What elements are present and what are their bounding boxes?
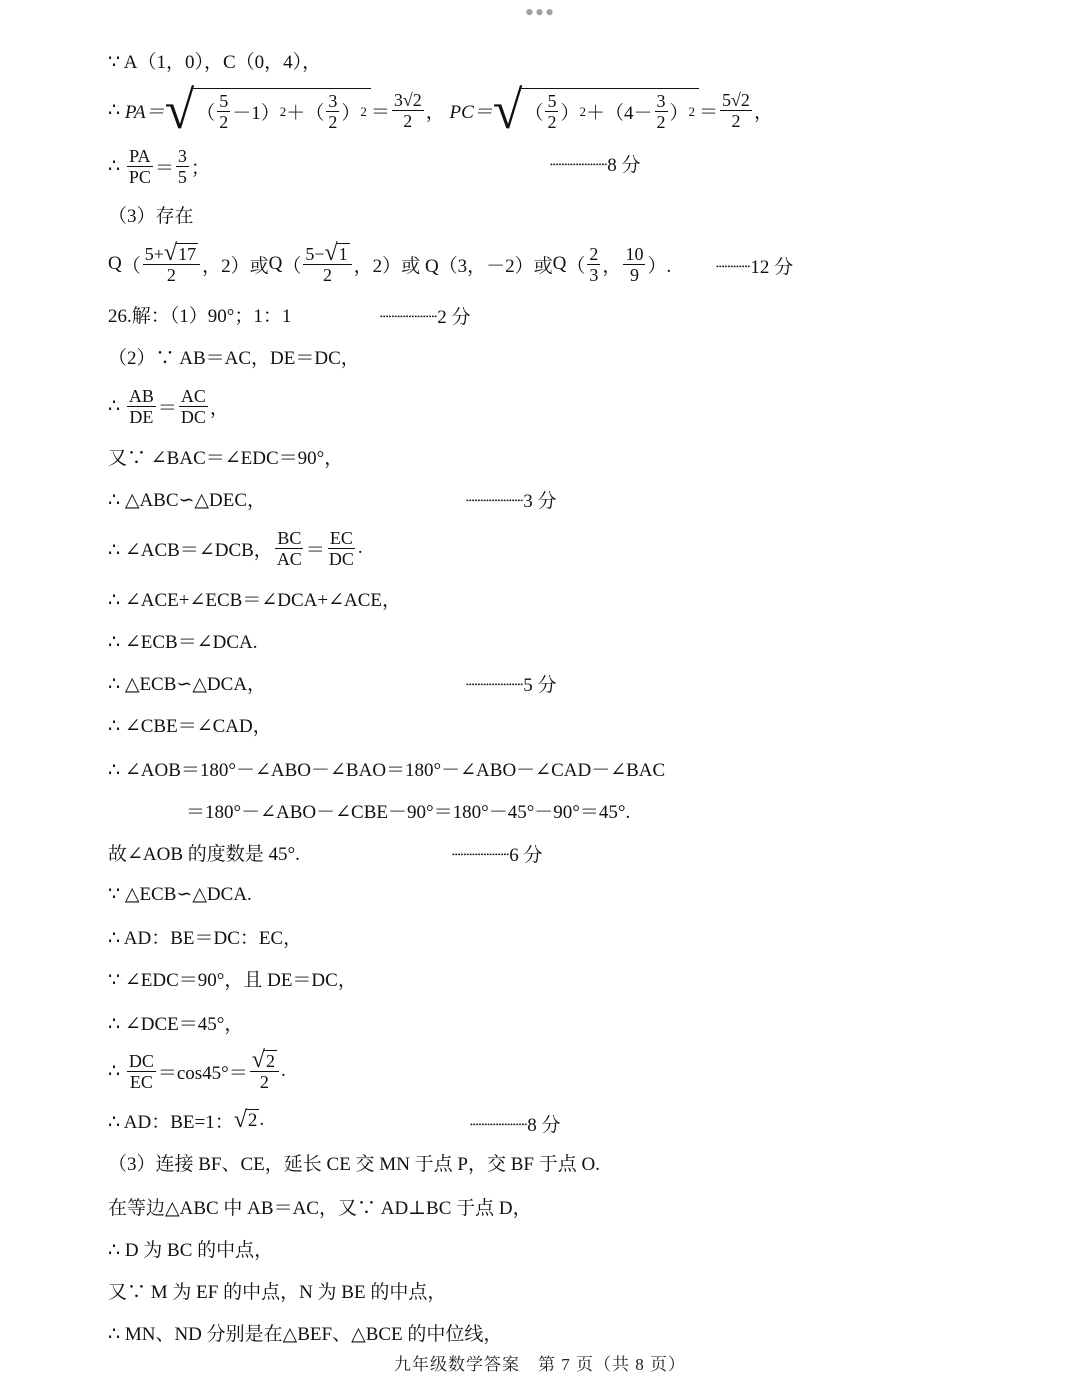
line-given-points: ∵ A（1，0），C（0，4）， bbox=[108, 51, 322, 73]
score-marker: ┈┈┈┈┈3 分 bbox=[466, 491, 557, 512]
line-aob-calc: ∴ ∠AOB＝180°－∠ABO－∠BAO＝180°－∠ABO－∠CAD－∠BAC bbox=[108, 759, 666, 781]
pa-result: $\frac{3√2}{2}$ bbox=[393, 89, 422, 131]
line-part3-construct: （3）连接 BF、CE，延长 CE 交 MN 于点 P，交 BF 于点 O. bbox=[108, 1153, 600, 1175]
fraction: $\frac{5}{2}$ bbox=[547, 91, 557, 132]
line-aob-result: ＝180°－∠ABO－∠CBE－90°＝180°－45°－90°＝45°. bbox=[186, 801, 631, 823]
pa-label: PA＝ bbox=[124, 101, 165, 123]
fraction: $\frac{3}{5}$ bbox=[177, 145, 187, 187]
line-angles: 又∵ ∠BAC＝∠EDC＝90°， bbox=[108, 447, 344, 469]
line-part3-header: （3）存在 bbox=[108, 205, 194, 227]
page-footer: 九年级数学答案 第 7 页（共 8 页） bbox=[394, 1355, 686, 1374]
line-midlines: ∴ MN、ND 分别是在△BEF、△BCE 的中位线， bbox=[108, 1323, 503, 1345]
fraction: $\frac{PA}{PC}$ bbox=[128, 145, 151, 187]
line-d-midpoint: ∴ D 为 BC 的中点， bbox=[108, 1239, 274, 1261]
more-options-icon[interactable]: ••• bbox=[524, 0, 556, 27]
pc-result: $\frac{5√2}{2}$ bbox=[722, 89, 750, 131]
line-26-part1: 26.解：（1）90°；1：1 bbox=[108, 305, 292, 327]
line-angle-sum: ∴ ∠ACE+∠ECB＝∠DCA+∠ACE， bbox=[108, 589, 402, 611]
pa-radicand: （ $\frac{5}{2}$ －1 ） 2 ＋ （ $\frac{3}{2}$ ） 2 bbox=[192, 88, 371, 132]
fraction: $\frac{3}{2}$ bbox=[656, 91, 666, 132]
line-ratio: ∴ $\frac{PA}{PC}$ ＝ $\frac{3}{5}$ ； bbox=[108, 145, 210, 187]
score-marker: ┈┈┈┈┈2 分 bbox=[380, 307, 471, 328]
line-26-part2: （2）∵ AB＝AC，DE＝DC， bbox=[108, 347, 360, 369]
line-edc-right: ∵ ∠EDC＝90°，且 DE＝DC， bbox=[108, 969, 357, 991]
score-marker: ┈┈┈┈┈5 分 bbox=[466, 675, 557, 696]
radical-sign-icon: √ bbox=[492, 80, 523, 140]
line-ad-be-final: ∴ AD：BE=1： √ 2 . bbox=[108, 1106, 265, 1133]
radical-sign-icon: √ bbox=[164, 80, 195, 140]
line-similar-restated: ∵ △ECB∽△DCA. bbox=[108, 883, 252, 905]
fraction: $\frac{DC}{EC}$ bbox=[128, 1050, 154, 1092]
line-q-points: Q （ $\frac{5+√17}{2}$ ，2）或 Q （ $\frac{5-√1}{2}$ ，2）或 Q（3，－2）或 Q （ $\frac{2}{3}$ ， $\frac{10}{9}$ ）. bbox=[108, 240, 672, 285]
line-acb-dcb: ∴ ∠ACB＝∠DCB， $\frac{BC}{AC}$ ＝ $\frac{EC}{DC}$ . bbox=[108, 527, 363, 569]
line-similar-ecb-dca: ∴ △ECB∽△DCA， bbox=[108, 673, 267, 695]
pc-radicand: （ $\frac{5}{2}$ ） 2 ＋ （ 4－ $\frac{3}{2}$ ） 2 bbox=[520, 88, 699, 132]
score-marker: ┈┈┈┈┈8 分 bbox=[550, 155, 641, 176]
score-marker: ┈┈┈┈┈6 分 bbox=[452, 845, 543, 866]
line-ecb-dca: ∴ ∠ECB＝∠DCA. bbox=[108, 631, 258, 653]
fraction: $\frac{√2}{2}$ bbox=[250, 1050, 279, 1092]
fraction: $\frac{BC}{AC}$ bbox=[276, 527, 302, 569]
line-dce-45: ∴ ∠DCE＝45°， bbox=[108, 1013, 244, 1035]
fraction: $\frac{5-√1}{2}$ bbox=[303, 243, 351, 285]
line-cbe-cad: ∴ ∠CBE＝∠CAD， bbox=[108, 715, 272, 737]
fraction: $\frac{AB}{DE}$ bbox=[128, 385, 154, 427]
line-ad-be-ratio: ∴ AD：BE＝DC：EC， bbox=[108, 927, 303, 949]
line-pa-pc: ∴ PA＝ √ （ $\frac{5}{2}$ －1 ） 2 ＋ （ $\frac{3}{2}$ ） 2 ＝ $\frac{3√2}{2}$ ， PC＝ √ （ $\frac{5}{2}$ ） 2 ＋ （ 4－ $\frac{3}{2}$ ） 2 ＝ $\frac{5√2}{2}$ ， bbox=[108, 80, 773, 140]
fraction: $\frac{AC}{DC}$ bbox=[180, 385, 206, 427]
line-m-n-midpoints: 又∵ M 为 EF 的中点，N 为 BE 的中点， bbox=[108, 1281, 447, 1303]
fraction: $\frac{EC}{DC}$ bbox=[328, 527, 354, 569]
line-similar-abc-dec: ∴ △ABC∽△DEC， bbox=[108, 489, 267, 511]
score-marker: ┈┈┈┈┈8 分 bbox=[470, 1115, 561, 1136]
line-equilateral: 在等边△ABC 中 AB＝AC，又∵ AD⊥BC 于点 D， bbox=[108, 1197, 532, 1219]
fraction: $\frac{5+√17}{2}$ bbox=[143, 243, 200, 285]
line-cos45: ∴ $\frac{DC}{EC}$ ＝cos45°＝ $\frac{√2}{2}$ . bbox=[108, 1047, 286, 1092]
fraction: $\frac{3}{2}$ bbox=[328, 91, 338, 132]
pc-label: PC＝ bbox=[449, 101, 493, 123]
therefore-symbol: ∴ bbox=[108, 99, 121, 121]
fraction: $\frac{2}{3}$ bbox=[589, 243, 599, 285]
score-marker: ┈┈┈12 分 bbox=[716, 257, 794, 278]
line-aob-conclusion: 故∠AOB 的度数是 45°. bbox=[108, 843, 300, 865]
fraction: $\frac{5}{2}$ bbox=[219, 91, 229, 132]
fraction: $\frac{10}{9}$ bbox=[625, 243, 644, 285]
line-ratio-ab-de: ∴ $\frac{AB}{DE}$ ＝ $\frac{AC}{DC}$ ， bbox=[108, 385, 229, 427]
